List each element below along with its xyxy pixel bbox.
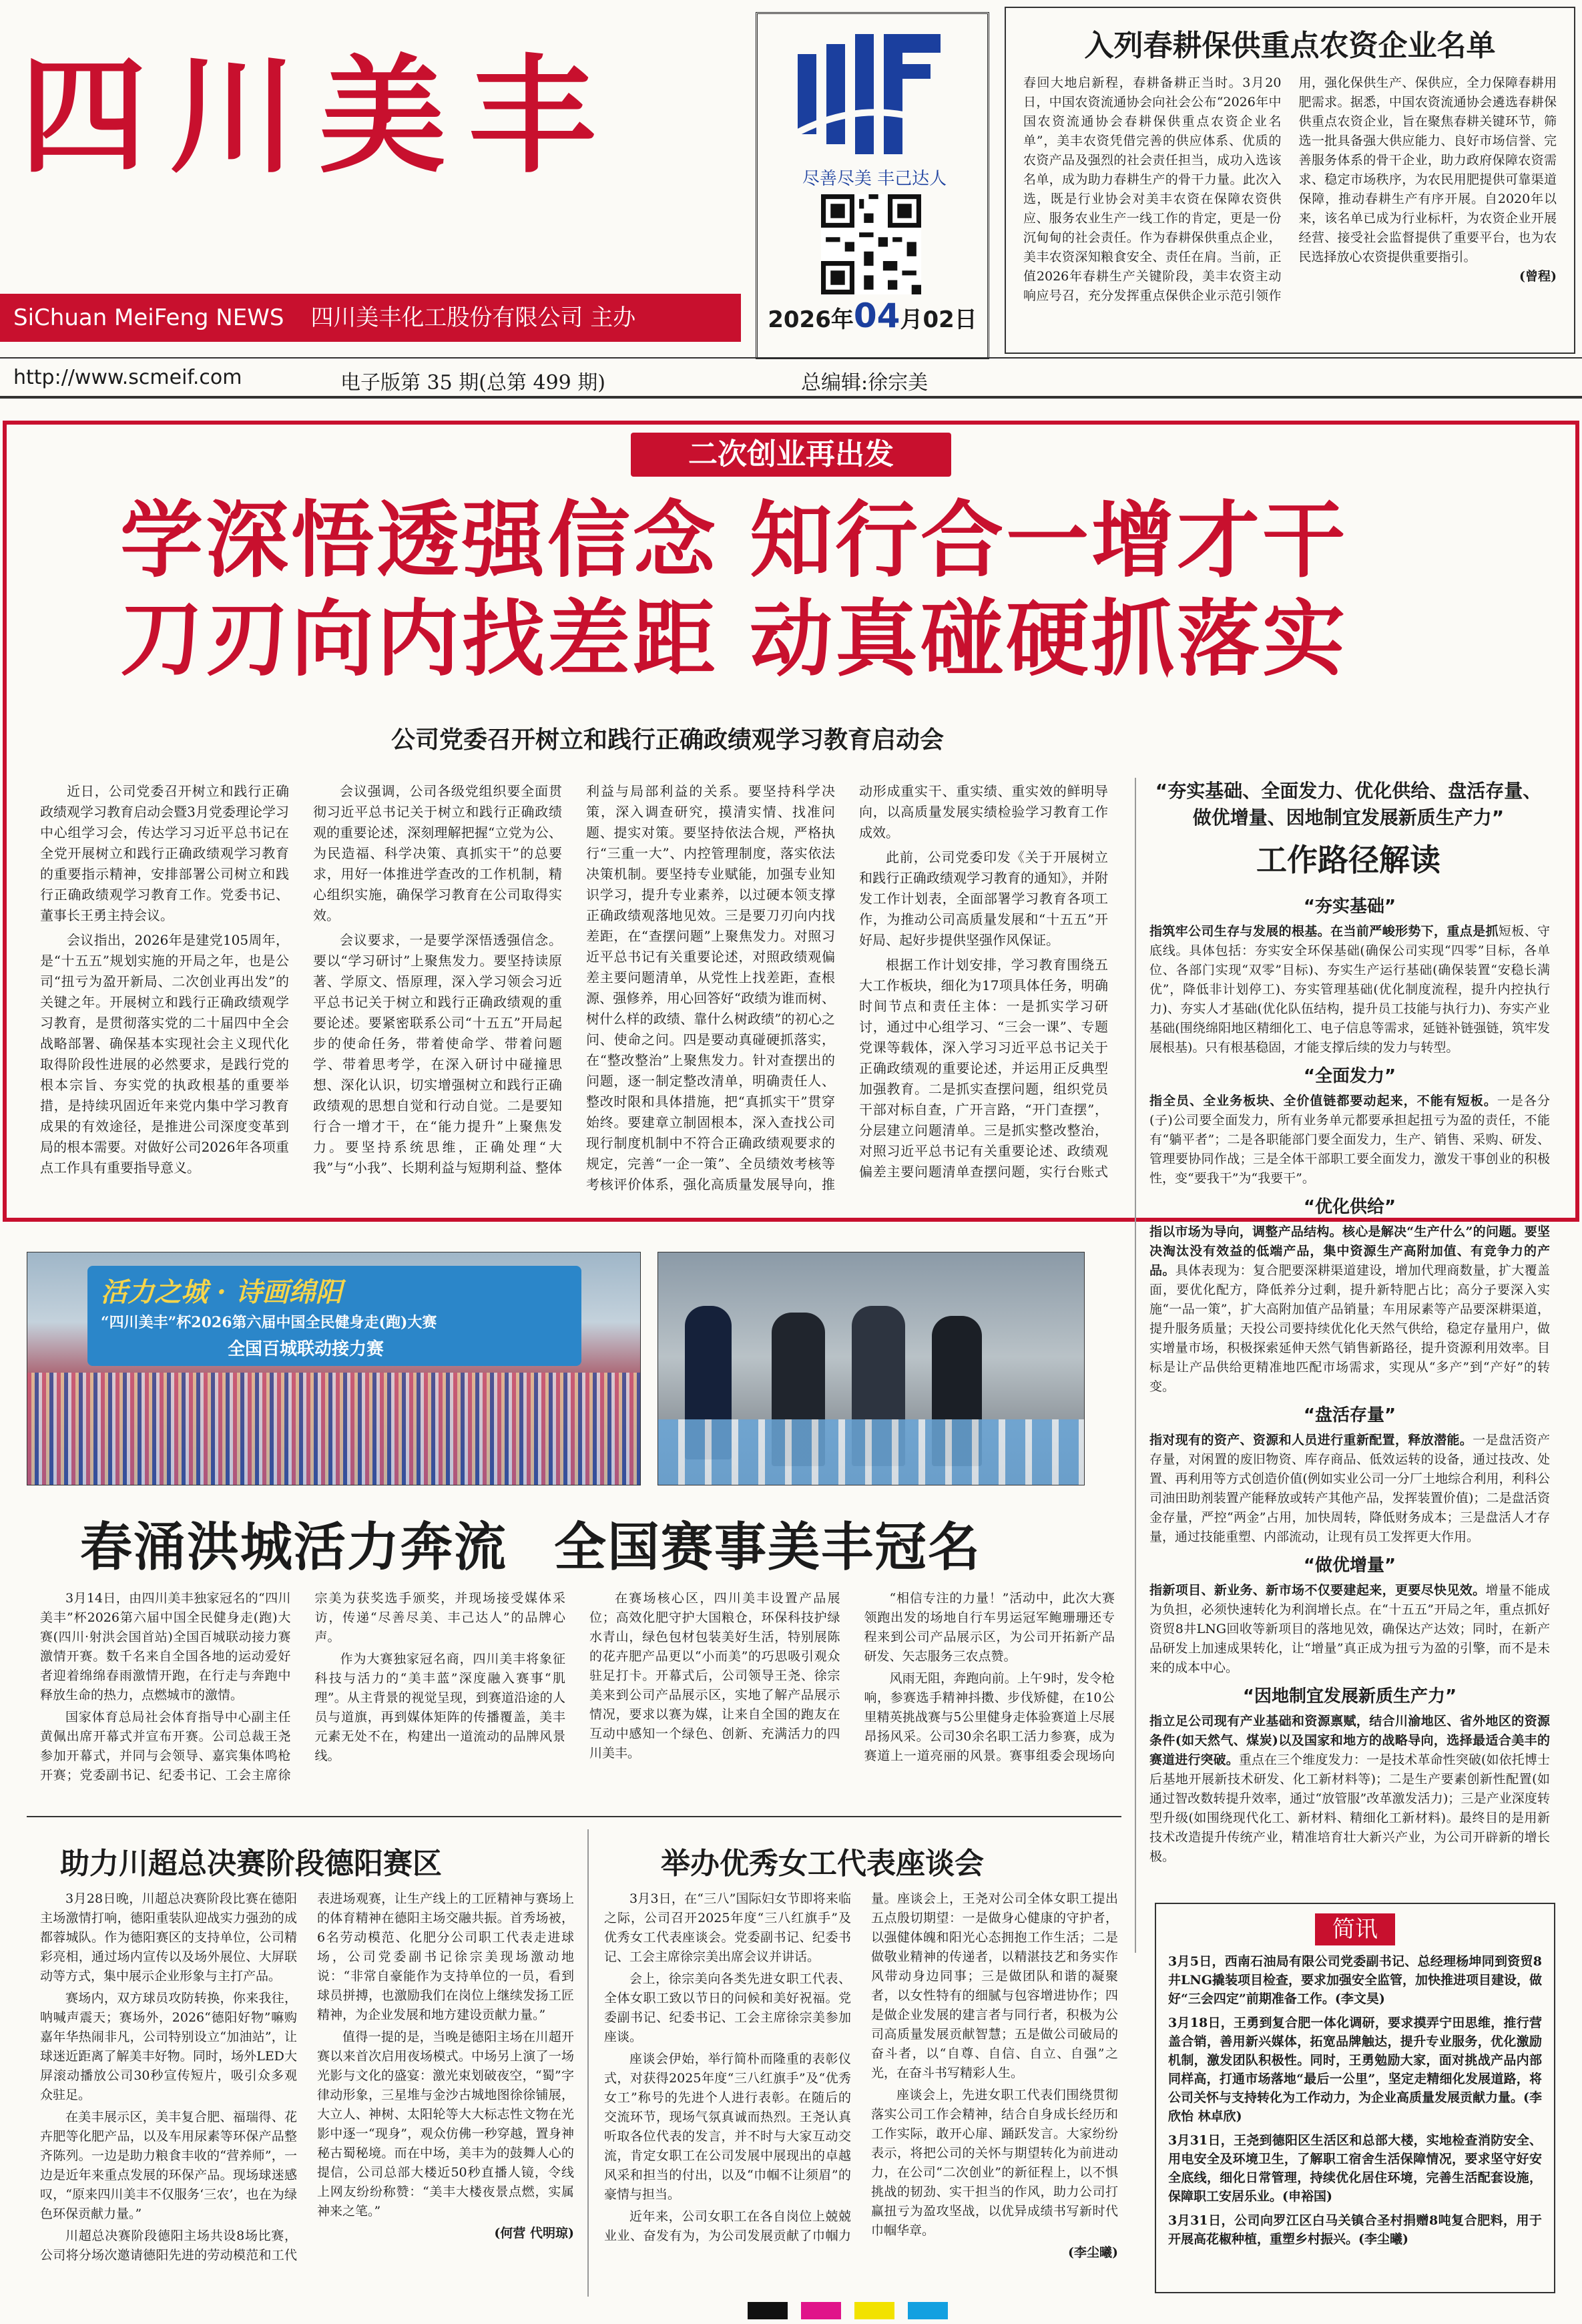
brief-item: 3月31日，王尧到德阳区生活区和总部大楼，实地检查消防安全、用电安全及环境卫生，了解职工宿舍生活保障情况，要求坚守好安全底线，细化日常管理，持续优化居住环境，完善生活配套设施，保障职工安居乐业。(申裕国) — [1168, 2133, 1542, 2204]
lead-kicker: 二次创业再出发 — [631, 433, 951, 477]
header-rule — [0, 396, 1582, 399]
left-article-paragraph: 值得一提的是，当晚是德阳主场在川超开赛以来首次启用夜场模式。中场另上演了一场光影与文化的盛宴：激光束划破夜空，“蜀”字律动形象，三星堆与金沙古城地图徐徐铺展，大立人、神树、太阳轮等大大标志性文物在光影中逐一“现身”，观众仿佛一秒穿越，置身神秘古蜀秘境。而在中场，美丰为的鼓舞人心的提信，公司总部大楼近50秒直播人镜，令线上网友纷纷称赞：“美丰大楼夜景点燃，实属神来之笔。” — [317, 2030, 574, 2219]
left-article-byline: (何营 代明琼) — [494, 2226, 574, 2241]
qr-code-icon — [821, 194, 921, 294]
lead-headline-1: 学深悟透强信念 知行合一增才干 — [120, 493, 1348, 589]
arch-line-2: 全国百城联动接力赛 — [228, 1339, 384, 1359]
registration-mark — [748, 2302, 788, 2319]
sidebar-section-head: “盘活存量” — [1303, 1405, 1396, 1425]
lead-paragraph: 根据工作计划安排，学习教育围绕五大工作板块，细化为17项具体任务，明确时间节点和责任主体：一是抓实学习研讨，通过中心组学习、“三会一课”、专题党课等载体，深入学习习近平总书记关于正确政绩观的重要论述，并运用正反典型加强教育。二是抓实查摆问题，组织党员干部对标自查，广开言路，“开门查摆”，分层建立问题清单。三是抓实整改整治，对照习近平总书记有关重要论述、政绩观偏差主要问题清单查摆问题，实行台账式 — [859, 957, 1108, 1180]
sidebar-body: “夯实基础” 指筑牢公司生存与发展的根基。在当前严峻形势下，重点是抓短板、守底线。具体包括：夯实安全环保基础(确保公司实现“四零”目标，各单位、各部门实现“双零”目标)、夯实生产运行基础(确保装置“安稳长满优”，降低非计划停工)、夯实管理基础(优化制度流程，提升内控执行力)、夯实人才基础(优化队伍结构，提升员工技能与执行力)、夯实产业基础(围绕绵阳地区精细化工、电子信息等需求，延链补链强链，筑牢发展根基)。只有根基稳固，才能支撑后续的发力与转型。 “全面发力” 指全员、全业务板块、全价值链都要动起来，不能有短板。一是各分(子)公司要全面发力，所有业务单元都要承担起扭亏为盈的责任，不能有“躺平者”；二是各职能部门要全面发力，生产、销售、采购、研发、管理要协同作战；三是全体干部职工要全面发力，激发干事创业的积极性，变“要我干”为“我要干”。 “优化供给” 指以市场为导向，调整产品结构。核心是解决“生产什么”的问题。要坚决淘汰没有效益的低端产品，集中资源生产高附加值、有竞争力的产品。具体表现为：复合肥要深耕渠道建设，增加代理商数量，扩大覆盖面，要优化配方，降低养分过剩，提升新特肥占比；高分子要深入实施“一品一策”，扩大高附加值产品销量；车用尿素等产品要深耕渠道，提升服务质量；天投公司要持续优化化天然气供给，稳定存量用户，做实增量市场，积极探索延伸天然气销售新路径，提升资源利用效率。目标是让产品供给更精准地匹配市场需求，实现从“多产”到“产好”的转变。 “盘活存量” 指对现有的资产、资源和人员进行重新配置，释放潜能。一是盘活资产存量，对闲置的废旧物资、库存商品、低效运转的设备，通过技改、处置、再利用等方式创造价值(例如实业公司一分厂土地综合利用，利科公司油田助剂装置产能释放或转产其他产品，发挥装置价值)；二是盘活资金存量，严控“两金”占用，加快周转，降低财务成本；三是盘活人才存量，通过技能重塑、内部流动，让现有员工发挥更大作用。 “做优增量” 指新项目、新业务、新市场不仅要建起来，更要尽快见效。增量不能成为负担，必须快速转化为利润增长点。在“十五五”开局之年，重点抓好资贸8井LNG回收等新项目的落地见效，确保达产达效；同时，在新产品研发上加速成果转化，让“增量”真正成为扭亏为盈的引擎，而不是未来的成本中心。 “因地制宜发展新质生产力” 指立足公司现有产业基础和资源禀赋，结合川渝地区、省外地区的资源条件(如天然气、煤炭)以及国家和地方的战略导向，选择最适合美丰的赛道进行突破。重点在三个维度发力：一是技术革命性突破(如依托博士后基地开展新技术研发、化工新材料等)；二是生产要素创新性配置(如通过智改数转提升效率，通过“放管服”改革激发活力)；三是产业深度转型升级(如围绕现代化工、新材料、精细化工新材料)。最终目的是用新技术改造提升传统产业，精准培育壮大新兴产业，为公司开辟新的增长极。 — [1149, 897, 1550, 1864]
lead-paragraph: 会议强调，公司各级党组织要全面贯彻习近平总书记关于树立和践行正确政绩观的重要论述，深刻理解把握“立党为公、为民造福、科学决策、真抓实干”的总要求，用好一体推进学查改的工作机制，精心组织实施，确保学习教育在公司取得实效。 — [313, 783, 562, 923]
photo-paragraph: 作为大赛独家冠名商，四川美丰将象征科技与活力的“美丰蓝”深度融入赛事“肌理”。从主背景的视觉呈现，到赛道沿途的人员与道旗，再到媒体矩阵的传播覆盖，美丰元素无处不在，构建出一道流动的品牌风景线。 — [314, 1652, 565, 1763]
teaser-title: 入列春耕保供重点农资企业名单 — [1084, 29, 1496, 63]
middle-article-paragraph: 座谈会伊始，举行简朴而隆重的表彰仪式，对获得2025年度“三八红旗手”及“优秀女工”称号的先进个人进行表彰。在随后的交流环节，现场气氛真诚而热烈。王尧认真听取各位代表的发言，并不时与大家互动交流，肯定女职工在公司发展中展现出的卓越风采和担当的付出，以及“巾帼不让须眉”的豪情与担当。 — [604, 2052, 851, 2202]
sidebar-kicker: “夯实基础、全面发力、优化供给、盘活存量、 做优增量、因地制宜发展新质生产力” — [1155, 780, 1542, 829]
sidebar-title: 工作路径解读 — [1256, 842, 1440, 878]
left-article-paragraph: 赛场内，双方球员攻防转换，你来我往，呐喊声震天；赛场外，2026“德阳好物”嘛购嘉年华热闹非凡，公司特别设立“加油站”，让球迷近距离了解美丰好物。同时，场外LED大屏滚动播放公司30秒宣传短片，吸引众多观众驻足。 — [40, 1991, 297, 2102]
news-briefs — [1155, 1903, 1555, 2293]
arch-line-1: “四川美丰”杯2026第六届中国全民健身走(跑)大赛 — [101, 1314, 437, 1331]
masthead-rule — [0, 357, 1582, 359]
photo-headline: 春涌洪城活力奔流 全国赛事美丰冠名 — [80, 1518, 982, 1578]
lead-subhead: 公司党委召开树立和践行正确政绩观学习教育启动会 — [390, 726, 944, 754]
registration-mark — [908, 2302, 948, 2319]
photo-paragraph: 3月14日，由四川美丰独家冠名的“四川美丰”杯2026第六届中国全民健身走(跑)大赛(四川·射洪会国首站)全国百城联动接力赛激情开赛。数千名来自全国各地的运动爱好者迎着绵绵春雨激情开跑，在行走与奔跑中释放生命的热力，点燃城市的激情。 — [40, 1591, 291, 1702]
left-article-title: 助力川超总决赛阶段德阳赛区 — [60, 1847, 442, 1881]
slogan: 尽善尽美 丰己达人 — [802, 169, 947, 189]
chief-editor: 总编辑:徐宗美 — [801, 371, 929, 395]
lead-paragraph: 会议要求，一是要学深悟透强信念。要以“学习研讨”上聚焦发力。要坚持读原著、学原文、悟原理，深入学习领会习近平总书记关于树立和践行正确政绩观的重要论述。要紧密联系公司“十五五”开局起步的使命任务，带着使命学、带着问题学、带着思考学，在深入研讨中碰撞思想、深化认识，切实增强树立和践行正确政绩观的思想自觉和行动自觉。二是要知行合一增才干，在“能力提升”上聚焦发力。要坚持系统思维，正确处理“大我”与“小我”、长期利益与短期利益、整体利益与局部利益的关系。要坚持科学决策，深入调查研究，摸清实情、找准问题、提实对策。要坚持依法合规，严格执行“三重一大”、内控管理制度，落实依法决策机制。要坚持专业赋能，加强专业知识学习，提升专业素养，以过硬本领支撑正确政绩观落地见效。三是要刀刃向内找差距，在“查摆问题”上聚焦发力。对照习近平总书记有关重要论述，对照政绩观偏差主要问题清单，从党性上找差距，查根源、强修养，用心回答好“政绩为谁而树、树什么样的政绩、靠什么树政绩”的初心之问、使命之问。四是要动真碰硬抓落实，在“整改整治”上聚焦发力。针对查摆出的问题，逐一制定整改清单，明确责任人、整改时限和具体措施，把“真抓实干”贯穿始终。要建章立制固根本，深入查找公司现行制度机制中不符合正确政绩观要求的规定，完善“一企一策”、全员绩效考核等考核评价体系，强化高质量发展导向，推动形成重实干、重实绩、重实效的鲜明导向，以高质量发展实绩检验学习教育工作成效。 — [313, 783, 1108, 1192]
english-name: SiChuan MeiFeng NEWS — [13, 304, 284, 331]
left-article-body — [40, 1889, 574, 2290]
photo-body — [40, 1589, 1115, 1789]
issue-date: 2026年04月02日 — [768, 296, 977, 335]
sidebar-section-head: “因地制宜发展新质生产力” — [1242, 1686, 1457, 1706]
teaser-article — [1005, 7, 1575, 354]
company-logo-icon — [794, 27, 948, 161]
middle-article-byline: (李尘曦) — [1068, 2245, 1118, 2260]
sidebar-section-head: “做优增量” — [1303, 1556, 1396, 1576]
registration-mark — [854, 2302, 894, 2319]
website-url[interactable]: http://www.scmeif.com — [13, 366, 242, 389]
brief-item: 3月31日，公司向罗江区白马关镇合圣村捐赠8吨复合肥料，用于开展高花椒种植，重塑乡村振兴。(李尘曦) — [1168, 2213, 1542, 2247]
photo-paragraph: 在赛场核心区，四川美丰设置产品展位；高效化肥守护大国粮仓，环保科技护绿水青山，绿色包材包装美好生活，特别展陈的花卉肥产品更以“小而美”的巧思吸引观众驻足打卡。开幕式后，公司领导王尧、徐宗美来到公司产品展示区，实地了解产品展示情况，要求以赛为媒，让来自全国的跑友在互动中感知一个绿色、创新、充满活力的四川美丰。 — [589, 1591, 840, 1761]
lead-body — [40, 781, 1108, 1195]
brief-item: 3月5日，西南石油局有限公司党委副书记、总经理杨坤同到资贸8井LNG撬装项目检查，要求加强安全监管，加快推进项目建设，做好“三会四定”前期准备工作。(李文昊) — [1168, 1954, 1542, 2006]
section-rule — [27, 1816, 1121, 1817]
runners-crowd — [27, 1373, 641, 1485]
lead-paragraph: 近日，公司党委召开树立和践行正确政绩观学习教育启动会暨3月党委理论学习中心组学习会，传达学习习近平总书记在全党开展树立和践行正确政绩观学习教育的重要指示精神，安排部署公司树立和践行正确政绩观学习教育工作。党委书记、董事长王勇主持会议。 — [40, 783, 289, 923]
lead-headline-2: 刀刃向内找差距 动真碰硬抓落实 — [120, 592, 1348, 688]
sidebar-section-head: “夯实基础” — [1303, 897, 1396, 917]
edition-number: 电子版第 35 期(总第 499 期) — [340, 371, 605, 395]
leaders-visit-photo — [657, 1252, 1085, 1485]
photo-paragraph: “相信专注的力量！”活动中，此次大赛领跑出发的场地自行车男运冠军鲍珊珊还专程来到公司产品展示区，为公司开拓新产品研发、矢志服务三农点赞。 — [864, 1591, 1115, 1664]
column-divider — [1135, 778, 1136, 1953]
middle-article-paragraph: 座谈会上，先进女职工代表们围绕贯彻落实公司工作会精神，结合自身成长经历和工作实际，敢开心扉、踊跃发言。大家纷纷表示，将把公司的关怀与期望转化为前进动力，在公司“二次创业”的新征程上，以不惧挑战的韧劲、实干担当的作风，助力公司打赢扭亏为盈攻坚战，以优异成绩书写新时代巾帼华章。 — [871, 2088, 1118, 2238]
left-article-paragraph: 在美丰展示区，美丰复合肥、福瑞得、花卉肥等化肥产品，以及车用尿素等环保产品整齐陈列。一边是助力粮食丰收的“营养师”，一边是近年来重点发展的环保产品。现场球迷感叹，“原来四川美丰不仅服务‘三农’，也在为绿色环保贡献力量。” — [40, 2110, 297, 2221]
column-divider — [587, 1829, 589, 2297]
product-display — [658, 1419, 1085, 1485]
brief-item: 3月18日，王勇到复合肥一体化调研，要求摸弄宁田思维，推行营盖合销，善用新兴媒体，拓宽品牌触达，提升专业服务，优化激励机制，激发团队积极性。同时，王勇勉励大家，面对挑战产品内部同样高，打通市场落地“最后一公里”，坚定走精细化发展道路，将公司关怀与支持转化为工作动力，为企业高质量发展贡献力量。(李欣怡 林卓欣) — [1168, 2016, 1543, 2124]
publisher: 四川美丰化工股份有限公司 主办 — [310, 304, 636, 331]
masthead-banner — [0, 294, 741, 342]
race-start-photo — [27, 1252, 641, 1485]
teaser-body: 春回大地启新程，春耕备耕正当时。3月20日，中国农资流通协会向社会公布“2026年中国农资流通协会春耕保供重点农资企业名单”，美丰农资凭借完善的供应体系、优质的农资产品及强烈的社会责任担当，成功入选该名单，成为助力春耕生产的骨干力量。此次入选，既是行业协会对美丰农资在保障农资供应、服务农业生产一线工作的肯定，更是一份沉甸甸的社会责任。作为春耕保供重点企业，美丰农资深知粮食安全、责任在肩。当前，正值2026年春耕生产关键阶段，美丰农资主动响应号召，充分发挥重点保供企业示范引领作用，强化保供生产、保供应，全力保障春耕用肥需求。据悉，中国农资流通协会遴选春耕保供重点农资企业，旨在聚焦春耕关键环节，筛选一批具备强大供应能力、良好市场信誉、完善服务体系的骨干企业，助力政府保障农资需求、稳定市场秩序，为农民用肥提供可靠渠道保障，推动春耕生产有序开展。自2020年以来，该名单已成为行业标杆，为农资企业开展经营、接受社会监督提供了重要平台，也为农民选择放心农资提供重要指引。 (曾程) — [1023, 75, 1557, 303]
newspaper-title: 四川美丰 — [20, 43, 619, 190]
registration-mark — [801, 2302, 841, 2319]
teaser-byline: (曾程) — [1519, 269, 1557, 284]
left-article-paragraph: 川超总决赛阶段德阳主场共设8场比赛，公司将分场次邀请德阳先进的劳动模范和工代表进场观赛，让生产线上的工匠精神与赛场上的体育精神在德阳主场交融共振。首秀场被，6名劳动模范、化肥分公司职工代表走进球场，公司党委副书记徐宗美现场激动地说：“非常自豪能作为支持单位的一员，看到球员拼搏，也激励我们在岗位上继续发扬工匠精神，为企业发展和地方建设贡献力量。” — [40, 1891, 574, 2263]
middle-article-paragraph: 近年来，公司女职工在各自岗位上兢兢业业、奋发有为，为公司发展贡献了巾帼力量。座谈会上，王尧对公司全体女职工提出五点殷切期望：一是做身心健康的守护者，以强健体魄和阳光心态拥抱工作生活；二是做敬业精神的传递者，以精湛技艺和务实作风带动身边同事；三是做团队和谐的凝聚者，以女性特有的细腻与包容增进协作；四是做企业发展的建言者与同行者，积极为公司高质量发展贡献智慧；五是做公司破局的奋斗者，以“自尊、自信、自立、自强”之光，在奋斗书写精彩人生。 — [604, 1891, 1118, 2243]
middle-article-paragraph: 会上，徐宗美向各类先进女职工代表、全体女职工致以节日的问候和美好祝福。党委副书记、纪委书记、工会主席徐宗美参加座谈。 — [604, 1971, 851, 2044]
middle-article-title: 举办优秀女工代表座谈会 — [661, 1847, 984, 1881]
lead-paragraph: 会议指出，2026年是建党105周年，是“十五五”规划实施的开局之年，也是公司“扭亏为盈开新局、二次创业再出发”的关键之年。开展树立和践行正确政绩观学习教育，是贯彻落实党的二十届四中全会战略部署、确保基本实现社会主义现代化取得阶段性进展的必然要求，是践行党的根本宗旨、夯实党的执政根基的重要举措，是持续巩固近年来党内集中学习教育成果的有效途径，是推进公司深度变革到局的根本需要。对做好公司2026年各项重点工作具有重要指导意义。 — [40, 932, 289, 1176]
briefs-title: 简讯 — [1315, 1913, 1395, 1945]
photo-paragraph: 风雨无阻，奔跑向前。上午9时，发令枪响，参赛选手精神抖擞、步伐矫健，在10公里精英挑战赛与5公里健身走体验赛道上尽展昂扬风采。公司30余名职工活力参赛，成为赛道上一道亮丽的风景。赛事组委会现场向 — [864, 1671, 1115, 1763]
photo-paragraph: 国家体育总局社会体育指导中心副主任黄佩出席开幕式并宣布开赛。公司总裁王尧参加开幕式，并同与会领导、嘉宾集体鸣枪开赛；党委副书记、纪委书记、工会主席徐宗美为获奖选手颁奖，并现场接受媒体采访，传递“尽善尽美、丰己达人”的品牌心声。 — [40, 1591, 565, 1783]
left-article-paragraph: 3月28日晚，川超总决赛阶段比赛在德阳主场激情打响，德阳重装队迎战实力强劲的成都蓉城队。作为德阳赛区的支持单位，公司精彩亮相，通过场内宣传以及场外展位、大屏联动等方式，集中展示企业形象与主打产品。 — [40, 1891, 297, 1984]
sidebar-section-head: “全面发力” — [1303, 1066, 1396, 1086]
arch-slogan: 活力之城 · 诗画绵阳 — [101, 1276, 342, 1308]
middle-article-body — [604, 1889, 1118, 2290]
middle-article-paragraph: 3月3日，在“三八”国际妇女节即将来临之际，公司召开2025年度“三八红旗手”及优秀女工代表座谈会。党委副书记、纪委书记、工会主席徐宗美出席会议并讲话。 — [604, 1891, 851, 1964]
sidebar-section-head: “优化供给” — [1303, 1197, 1396, 1217]
lead-paragraph: 此前，公司党委印发《关于开展树立和践行正确政绩观学习教育的通知》，并附发工作计划表，全面部署学习教育各项工作，为推动公司高质量发展和“十五五”开好局、起好步提供坚强作风保证。 — [859, 849, 1108, 948]
